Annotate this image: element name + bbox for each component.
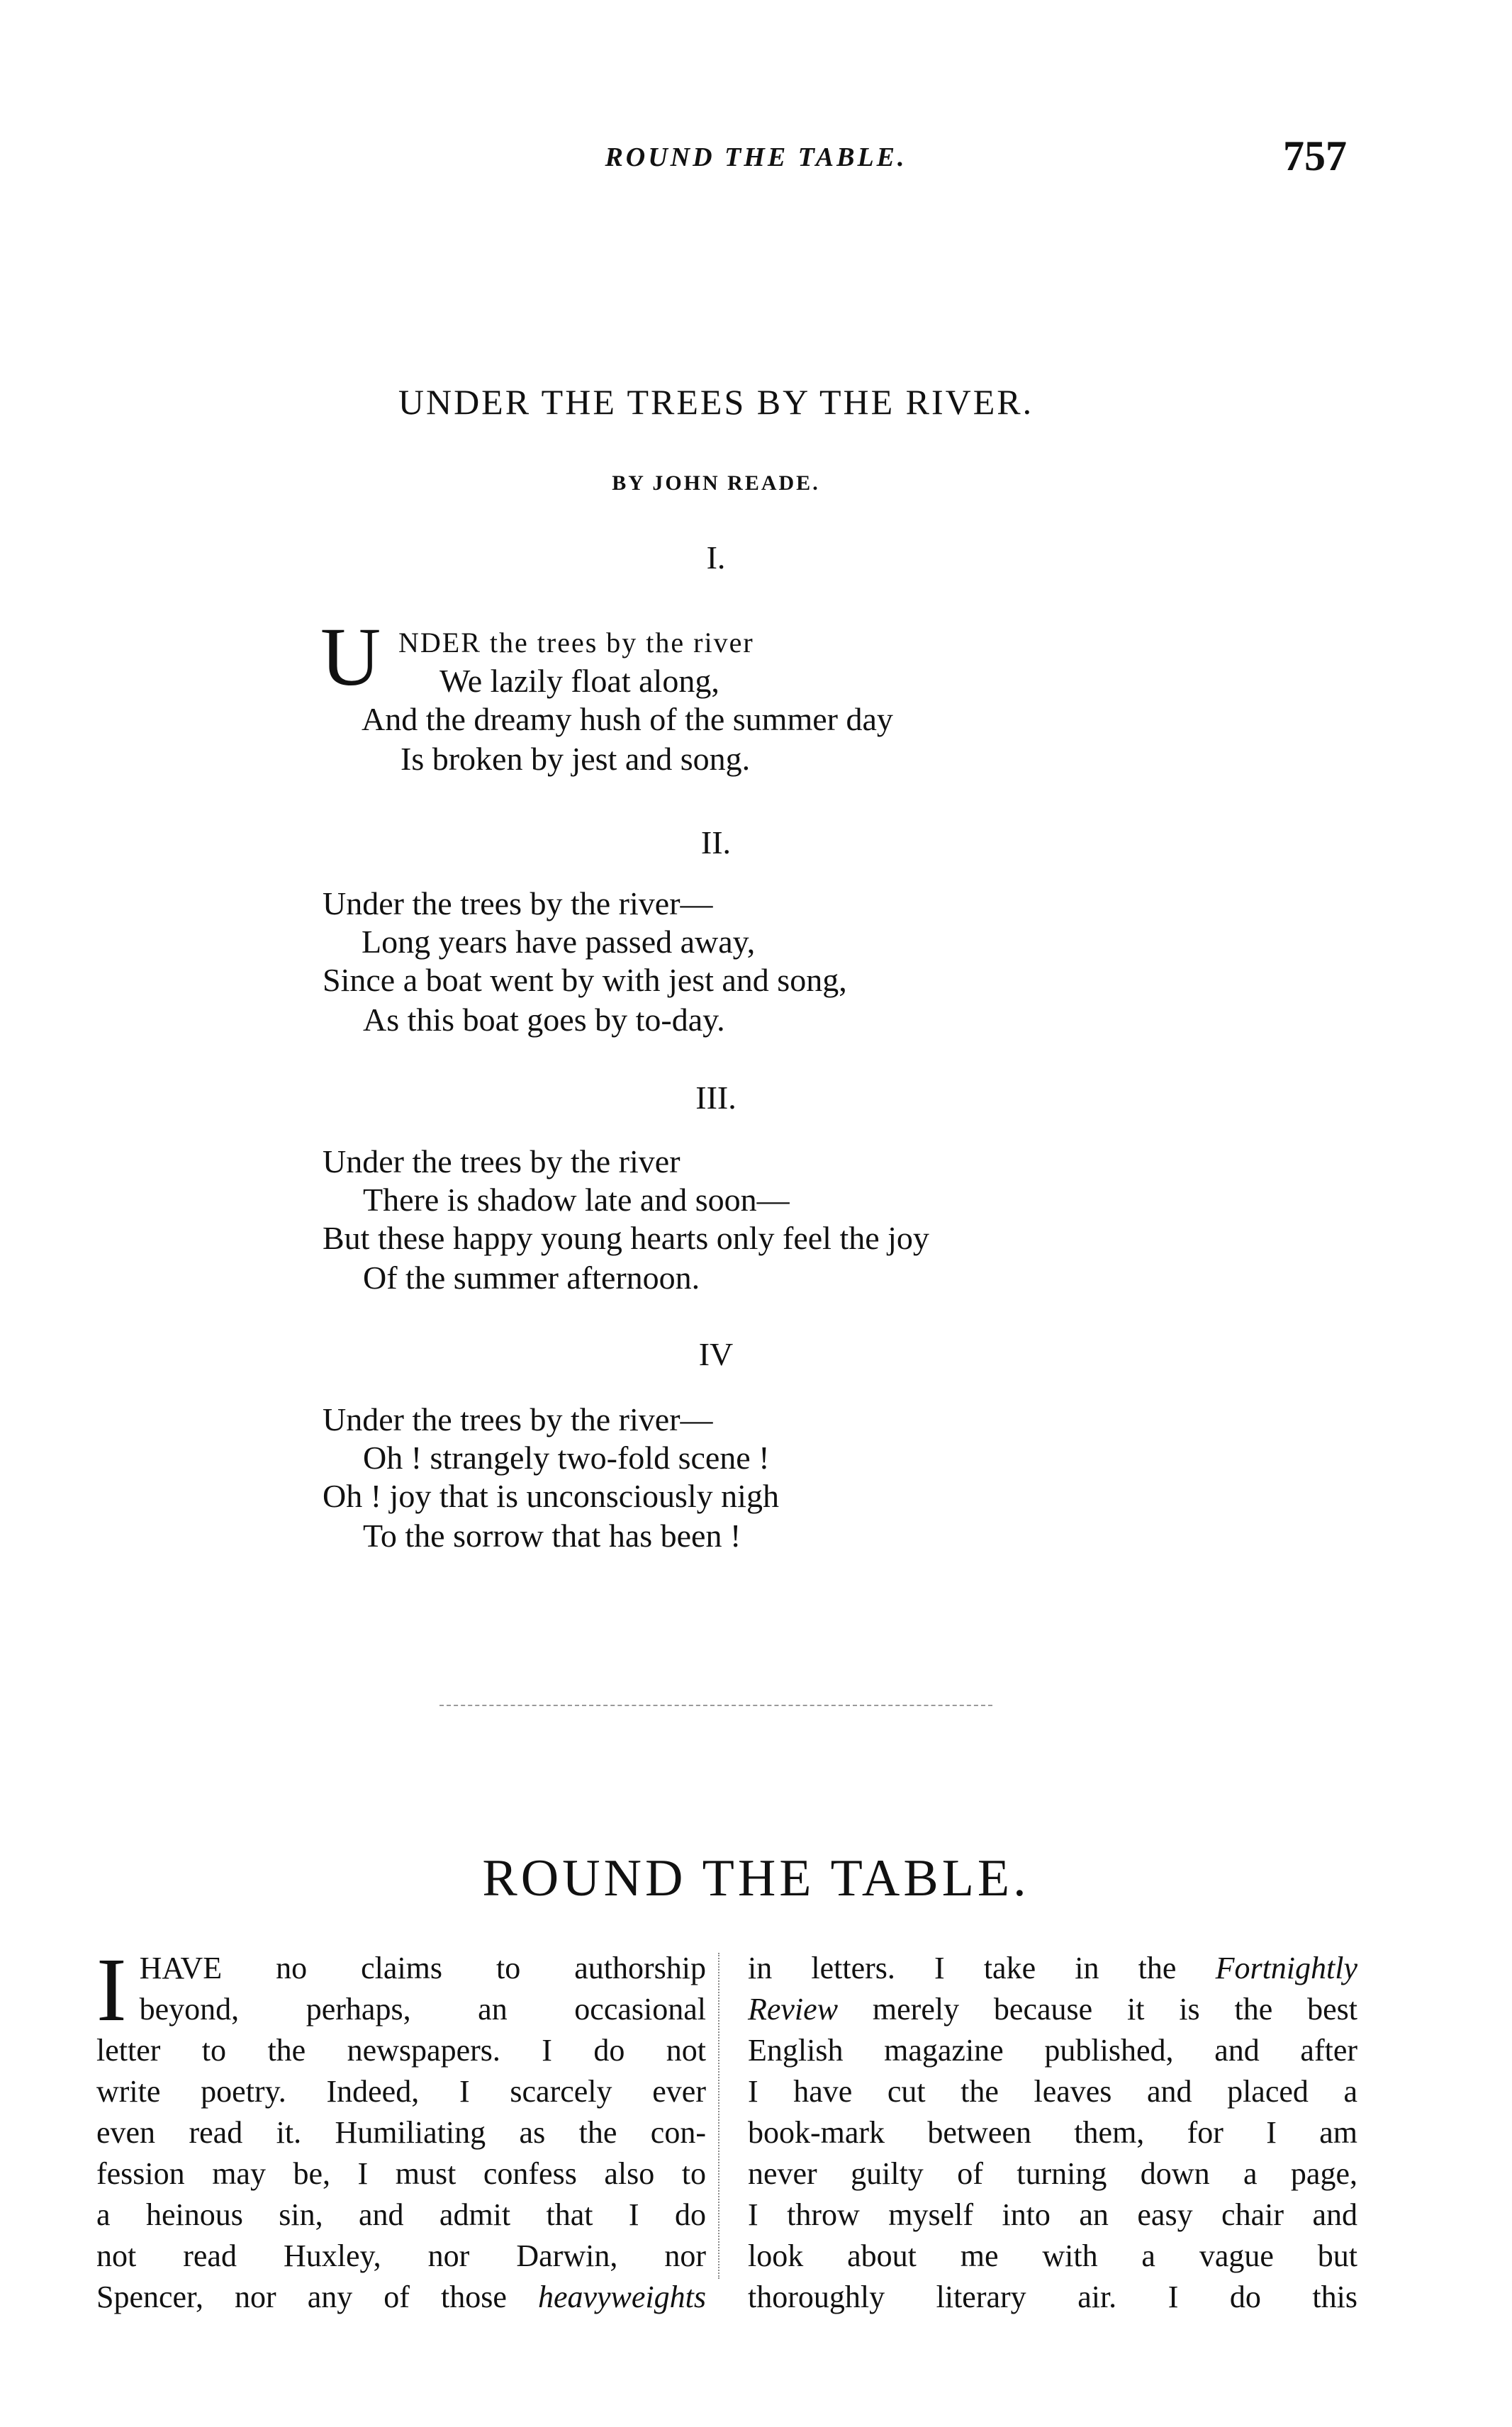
poem-line: Oh ! joy that is unconsciously nigh xyxy=(323,1478,779,1514)
stanza-number: III. xyxy=(695,1080,737,1116)
article-line: a heinous sin, and admit that I do xyxy=(96,2197,706,2232)
article-column-left xyxy=(96,1939,706,2318)
article-line-text: Spencer, nor any of those xyxy=(96,2280,507,2314)
article-line xyxy=(748,1948,1357,1989)
poem-title: UNDER THE TREES BY THE RIVER. xyxy=(398,382,1034,422)
poem-author: BY JOHN READE. xyxy=(612,471,820,495)
article-column-right xyxy=(748,1948,1357,2318)
stanza-number: IV xyxy=(698,1336,734,1372)
article-line: even read it. Humiliating as the con- xyxy=(96,2115,706,2150)
poem-line: Is broken by jest and song. xyxy=(401,741,751,777)
poem-line: To the sorrow that has been ! xyxy=(363,1518,741,1554)
poem-line: Under the trees by the river— xyxy=(323,885,713,921)
section-divider xyxy=(439,1705,992,1706)
poem-line: There is shadow late and soon— xyxy=(363,1182,790,1218)
poem-line: And the dreamy hush of the summer day xyxy=(362,701,893,737)
poem-line-text: NDER the trees by the river xyxy=(398,627,754,658)
page-number: 757 xyxy=(1283,133,1347,179)
article-line xyxy=(96,2277,706,2318)
article-italic-text: Review xyxy=(748,1992,839,2027)
poem-line: Of the summer afternoon. xyxy=(363,1260,700,1296)
article-line xyxy=(748,1989,1357,2030)
article-line: English magazine published, and after xyxy=(748,2033,1357,2068)
article-line: thoroughly literary air. I do this xyxy=(748,2280,1357,2314)
poem-line: Under the trees by the river xyxy=(323,1143,681,1179)
article-line: I throw myself into an easy chair and xyxy=(748,2197,1357,2232)
article-italic-text: Fortnightly xyxy=(1215,1951,1357,1985)
poem-line: We lazily float along, xyxy=(439,663,719,699)
article-line: not read Huxley, nor Darwin, nor xyxy=(96,2238,706,2273)
poem-line: Long years have passed away, xyxy=(362,924,756,960)
poem-line xyxy=(398,622,754,662)
article-line: fession may be, I must confess also to xyxy=(96,2156,706,2191)
poem-line: As this boat goes by to-day. xyxy=(363,1002,725,1038)
column-rule xyxy=(718,1953,719,2279)
article-line: HAVE no claims to authorship xyxy=(139,1951,706,1985)
stanza-number: I. xyxy=(706,539,726,576)
article-line: beyond, perhaps, an occasional xyxy=(139,1992,706,2027)
article-line: letter to the newspapers. I do not xyxy=(96,2033,706,2068)
poem-dropcap: U xyxy=(320,610,381,703)
article-line-text: in letters. I take in the xyxy=(748,1951,1177,1985)
article-italic-text: heavyweights xyxy=(537,2280,706,2314)
article-line: book-mark between them, for I am xyxy=(748,2115,1357,2150)
article-line: I have cut the leaves and placed a xyxy=(748,2074,1357,2109)
poem-line: Under the trees by the river— xyxy=(323,1401,713,1437)
section-title: ROUND THE TABLE. xyxy=(482,1849,1030,1907)
article-line: write poetry. Indeed, I scarcely ever xyxy=(96,2074,706,2109)
article-dropcap: I xyxy=(96,1939,127,2040)
article-line-text: merely because it is the best xyxy=(872,1992,1358,2027)
stanza-number: II. xyxy=(700,824,732,861)
running-head: ROUND THE TABLE. xyxy=(605,142,907,172)
poem-line: Oh ! strangely two-fold scene ! xyxy=(363,1440,770,1476)
article-line: never guilty of turning down a page, xyxy=(748,2156,1357,2191)
article-line: look about me with a vague but xyxy=(748,2238,1357,2273)
poem-line: But these happy young hearts only feel the joy xyxy=(323,1220,929,1256)
poem-line: Since a boat went by with jest and song, xyxy=(323,962,847,998)
